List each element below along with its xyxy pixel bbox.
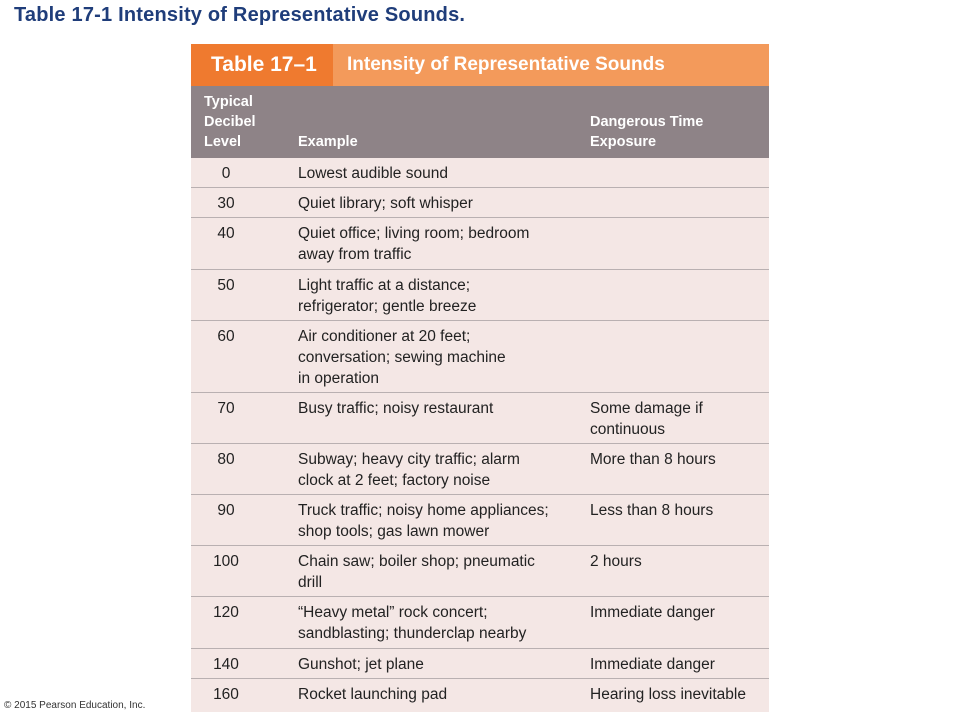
table-body (191, 158, 769, 709)
danger-exposure-cell: Immediate danger (590, 604, 715, 621)
column-header-level: Typical Decibel Level (204, 94, 256, 150)
table-row (191, 158, 769, 188)
table-row (191, 649, 769, 679)
copyright-notice: © 2015 Pearson Education, Inc. (4, 700, 146, 711)
decibel-level-cell: 100 (213, 553, 239, 570)
example-cell: Air conditioner at 20 feet; conversation; sewing machine in operation (298, 328, 506, 387)
example-cell: Truck traffic; noisy home appliances; shop tools; gas lawn mower (298, 502, 549, 540)
sound-intensity-table (191, 44, 769, 712)
column-header-danger: Dangerous Time Exposure (590, 114, 704, 150)
table-row (191, 218, 769, 270)
column-header-row (191, 86, 769, 158)
table-row (191, 321, 769, 393)
table-row (191, 188, 769, 218)
danger-exposure-cell: Immediate danger (590, 656, 715, 673)
decibel-level-cell: 160 (213, 686, 239, 703)
decibel-level-cell: 120 (213, 604, 239, 621)
example-cell: Rocket launching pad (298, 686, 448, 703)
decibel-level-cell: 60 (217, 328, 235, 345)
danger-exposure-cell: Hearing loss inevitable (590, 686, 746, 703)
table-header-bar (191, 44, 769, 86)
table-row (191, 495, 769, 546)
danger-exposure-cell: More than 8 hours (590, 451, 716, 468)
column-header-example: Example (298, 134, 358, 150)
table-row (191, 679, 769, 709)
table-row (191, 393, 769, 444)
example-cell: Subway; heavy city traffic; alarm clock at 2 feet; factory noise (298, 451, 520, 489)
danger-exposure-cell: Less than 8 hours (590, 502, 714, 519)
table-row (191, 444, 769, 495)
decibel-level-cell: 70 (217, 400, 235, 417)
table-caption: Intensity of Representative Sounds (347, 54, 665, 75)
decibel-level-cell: 30 (217, 195, 235, 212)
danger-exposure-cell: 2 hours (590, 553, 642, 570)
decibel-level-cell: 90 (217, 502, 235, 519)
example-cell: Quiet office; living room; bedroom away from traffic (298, 225, 530, 263)
decibel-level-cell: 140 (213, 656, 239, 673)
decibel-level-cell: 80 (217, 451, 235, 468)
slide-title: Table 17-1 Intensity of Representative Sounds. (14, 4, 466, 26)
example-cell: Light traffic at a distance; refrigerator; gentle breeze (298, 277, 477, 315)
example-cell: Lowest audible sound (298, 165, 448, 182)
table-row (191, 546, 769, 597)
example-cell: Busy traffic; noisy restaurant (298, 400, 494, 417)
example-cell: Chain saw; boiler shop; pneumatic drill (298, 553, 535, 591)
danger-exposure-cell: Some damage if continuous (590, 400, 703, 438)
example-cell: “Heavy metal” rock concert; sandblasting; thunderclap nearby (298, 604, 527, 642)
decibel-level-cell: 50 (217, 277, 235, 294)
decibel-level-cell: 0 (221, 165, 231, 182)
decibel-level-cell: 40 (217, 225, 235, 242)
table-number: Table 17–1 (191, 44, 333, 86)
table-row (191, 270, 769, 321)
table-row (191, 597, 769, 649)
example-cell: Gunshot; jet plane (298, 656, 424, 673)
example-cell: Quiet library; soft whisper (298, 195, 473, 212)
